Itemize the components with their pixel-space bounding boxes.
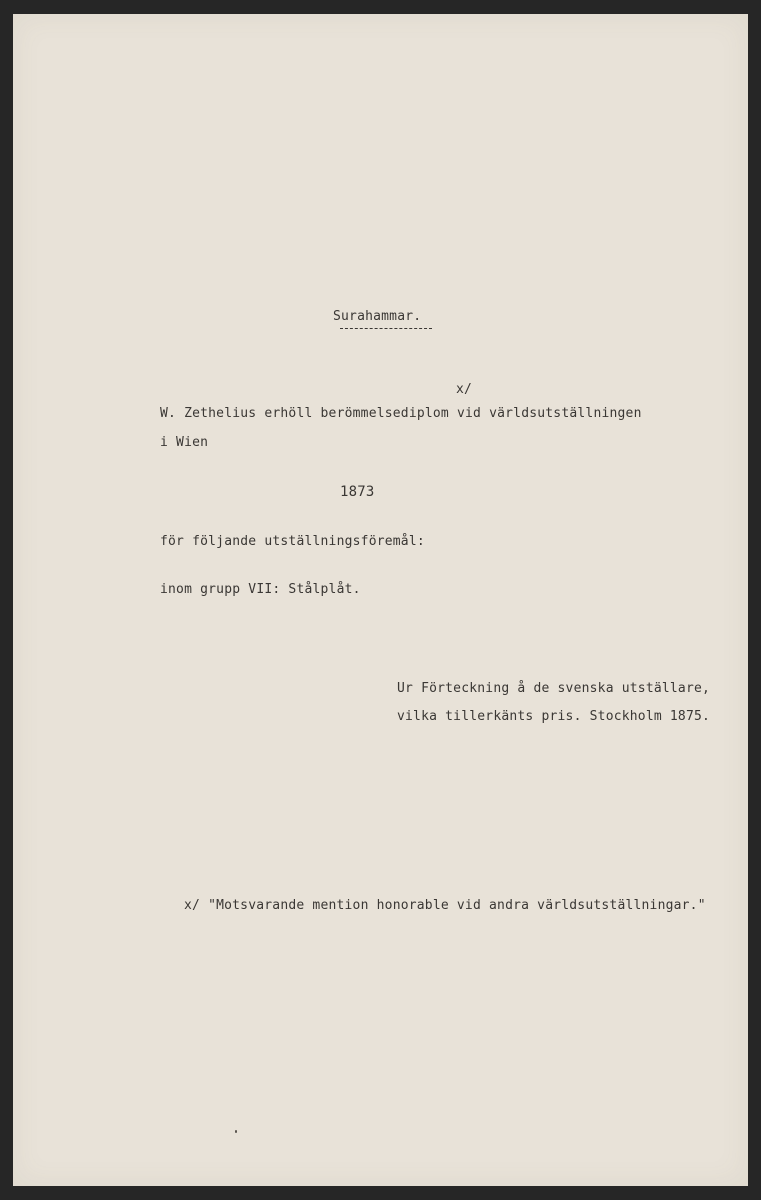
items-intro-text: för följande utställningsföremål:: [160, 534, 425, 549]
body-line-2: i Wien: [160, 435, 209, 450]
body-line-1: W. Zethelius erhöll berömmelsediplom vid världsutställningen: [160, 406, 642, 421]
footnote-reference-mark: x/: [456, 382, 473, 397]
title-underline: [340, 328, 432, 329]
footnote-text: x/ "Motsvarande mention honorable vid andra världsutställningar.": [184, 898, 706, 913]
year-text: 1873: [340, 484, 375, 500]
page-title: Surahammar.: [333, 309, 422, 324]
document-page: [13, 14, 748, 1186]
paper-speck: [235, 1130, 237, 1133]
item-text: inom grupp VII: Stålplåt.: [160, 582, 361, 597]
source-line-1: Ur Förteckning å de svenska utställare,: [397, 681, 711, 696]
source-line-2: vilka tillerkänts pris. Stockholm 1875.: [397, 709, 711, 724]
